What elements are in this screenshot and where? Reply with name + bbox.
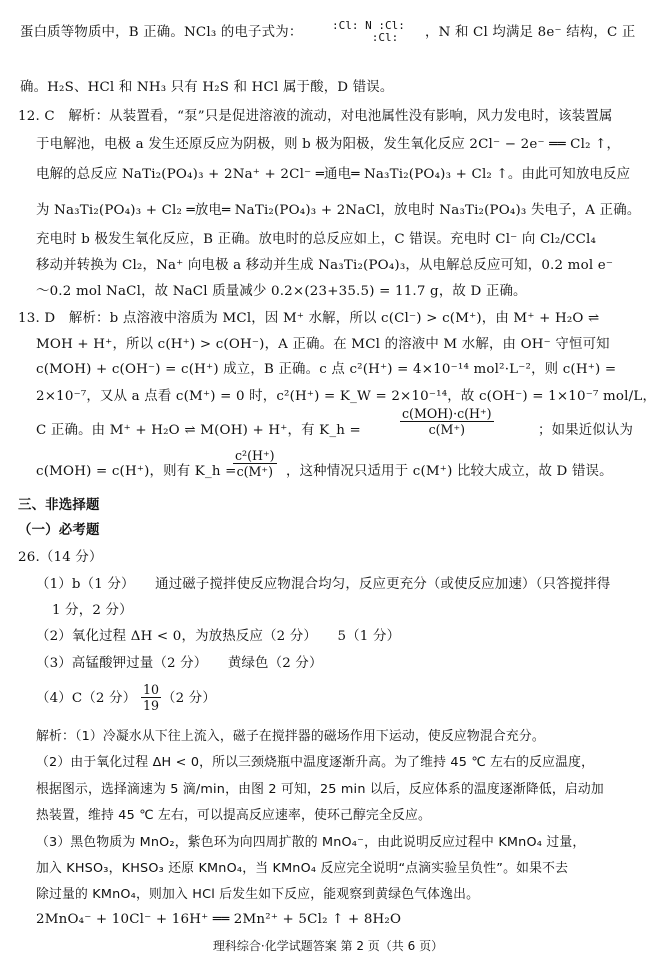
ncl3-lewis-structure: :Cl: N :Cl: :Cl: <box>332 19 405 44</box>
equation-line: 2MnO₄⁻ + 10Cl⁻ + 16H⁺ ══ 2Mn²⁺ + 5Cl₂ ↑ + 8H₂O <box>36 912 402 927</box>
explanation-line: 解析：（1）冷凝水从下往上流入，磁子在搅拌器的磁场作用下运动，使反应物混合充分。 <box>36 729 545 744</box>
kh-fraction <box>400 406 494 437</box>
explanation-line: （3）黑色物质为 MnO₂，紫色环为向四周扩散的 MnO₄⁻，由此说明反应过程中 KMnO₄ 过量， <box>36 835 586 850</box>
text-line: ～0.2 mol NaCl，故 NaCl 质量减少 0.2×(23+35.5) = 11.7 g，故 D 正确。 <box>36 284 527 299</box>
text-line: 1 分，2 分） <box>52 603 133 618</box>
fraction-denominator: c(M⁺) <box>236 464 273 479</box>
text-line: 充电时 b 极发生氧化反应，B 正确。放电时的总反应如上，C 错误。充电时 Cl⁻ 向 Cl₂/CCl₄ <box>36 232 597 247</box>
page-footer: 理科综合·化学试题答案 第 2 页（共 6 页） <box>212 939 444 953</box>
text-line: 于电解池，电极 a 发生还原反应为阴极，则 b 极为阳极，发生氧化反应 2Cl⁻ − 2e⁻ ══ Cl₂ ↑， <box>36 137 621 152</box>
answer-12-line: 12. C 解析：从装置看，“泵”只是促进溶液的流动，对电池属性没有影响，风力发电时，该装置属 <box>18 109 613 124</box>
fraction-numerator: 10 <box>143 682 160 697</box>
explanation-line: 热装置，维持 45 ℃ 左右，可以提高反应速率，使环己醇完全反应。 <box>36 808 431 823</box>
text-line: c(MOH) + c(OH⁻) = c(H⁺) 成立，B 正确。c 点 c²(H⁺) = 4×10⁻¹⁴ mol²·L⁻²，则 c(H⁺) = <box>36 362 617 377</box>
explanation-line: （2）由于氧化过程 ΔH < 0，所以三颈烧瓶中温度逐渐升高。为了维持 45 ℃ 左右的反应温度， <box>36 755 595 770</box>
fraction-numerator: c(MOH)·c(H⁺) <box>402 406 492 421</box>
text-line: （1）b（1 分） 通过磁子搅拌使反应物混合均匀，反应更充分（或使反应加速）（只答搅拌得 <box>36 577 611 592</box>
text-line: C 正确。由 M⁺ + H₂O ⇌ M(OH) + H⁺，有 K_h = <box>36 423 361 438</box>
text-line: （2 分） <box>162 691 216 706</box>
text-line: 蛋白质等物质中，B 正确。NCl₃ 的电子式为： <box>20 25 303 40</box>
text-line: （2）氧化过程 ΔH < 0，为放热反应（2 分） 5（1 分） <box>36 629 401 644</box>
explanation-line: 除过量的 KMnO₄，则加入 HCl 后发生如下反应，能观察到黄绿色气体逸出。 <box>36 887 480 902</box>
text-line: MOH + H⁺，所以 c(H⁺) > c(OH⁻)，A 正确。在 MCl 的溶液中 M 水解，由 OH⁻ 守恒可知 <box>36 337 610 352</box>
text-line: 移动并转换为 Cl₂，Na⁺ 向电极 a 移动并生成 Na₃Ti₂(PO₄)₃，从电解总反应可知，0.2 mol e⁻ <box>36 258 614 273</box>
question-26-heading: 26.（14 分） <box>18 550 103 565</box>
text-line: 为 Na₃Ti₂(PO₄)₃ + Cl₂ ═放电═ NaTi₂(PO₄)₃ + 2NaCl，放电时 Na₃Ti₂(PO₄)₃ 失电子，A 正确。 <box>36 203 641 218</box>
explanation-line: 根据图示，选择滴速为 5 滴/min，由图 2 可知，25 min 以后，反应体系的温度逐渐降低，启动加 <box>36 782 604 797</box>
subsection-heading: （一）必考题 <box>18 523 100 538</box>
text-line: ；如果近似认为 <box>538 423 634 438</box>
answer-fraction <box>141 682 161 713</box>
answer-13-line: 13. D 解析：b 点溶液中溶质为 MCl，因 M⁺ 水解，所以 c(Cl⁻) > c(M⁺)，由 M⁺ + H₂O ⇌ <box>18 311 600 326</box>
text-line: ，N 和 Cl 均满足 8e⁻ 结构，C 正 <box>425 25 636 40</box>
text-line: （3）高锰酸钾过量（2 分） 黄绿色（2 分） <box>36 656 323 671</box>
fraction-numerator: c²(H⁺) <box>235 448 275 463</box>
text-line: （4）C（2 分） <box>36 691 137 706</box>
kh-approx-fraction <box>233 448 277 479</box>
section-heading: 三、非选择题 <box>18 498 100 513</box>
fraction-denominator: 19 <box>143 698 160 713</box>
explanation-line: 加入 KHSO₃，KHSO₃ 还原 KMnO₄，当 KMnO₄ 反应完全说明“点滴实验呈负性”。如果不去 <box>36 861 569 876</box>
text-line: 确。H₂S、HCl 和 NH₃ 只有 H₂S 和 HCl 属于酸，D 错误。 <box>20 80 394 95</box>
text-line: ，这种情况只适用于 c(M⁺) 比较大成立，故 D 错误。 <box>286 464 613 479</box>
text-line: 电解的总反应 NaTi₂(PO₄)₃ + 2Na⁺ + 2Cl⁻ ═通电═ Na₃Ti₂(PO₄)₃ + Cl₂ ↑。由此可知放电反应 <box>36 167 631 182</box>
text-line: c(MOH) = c(H⁺)，则有 K_h = <box>36 464 237 479</box>
fraction-denominator: c(M⁺) <box>428 422 466 437</box>
text-line: 2×10⁻⁷，又从 a 点看 c(M⁺) = 0 时，c²(H⁺) = K_W = 2×10⁻¹⁴，故 c(OH⁻) = 1×10⁻⁷ mol/L， <box>36 389 656 404</box>
